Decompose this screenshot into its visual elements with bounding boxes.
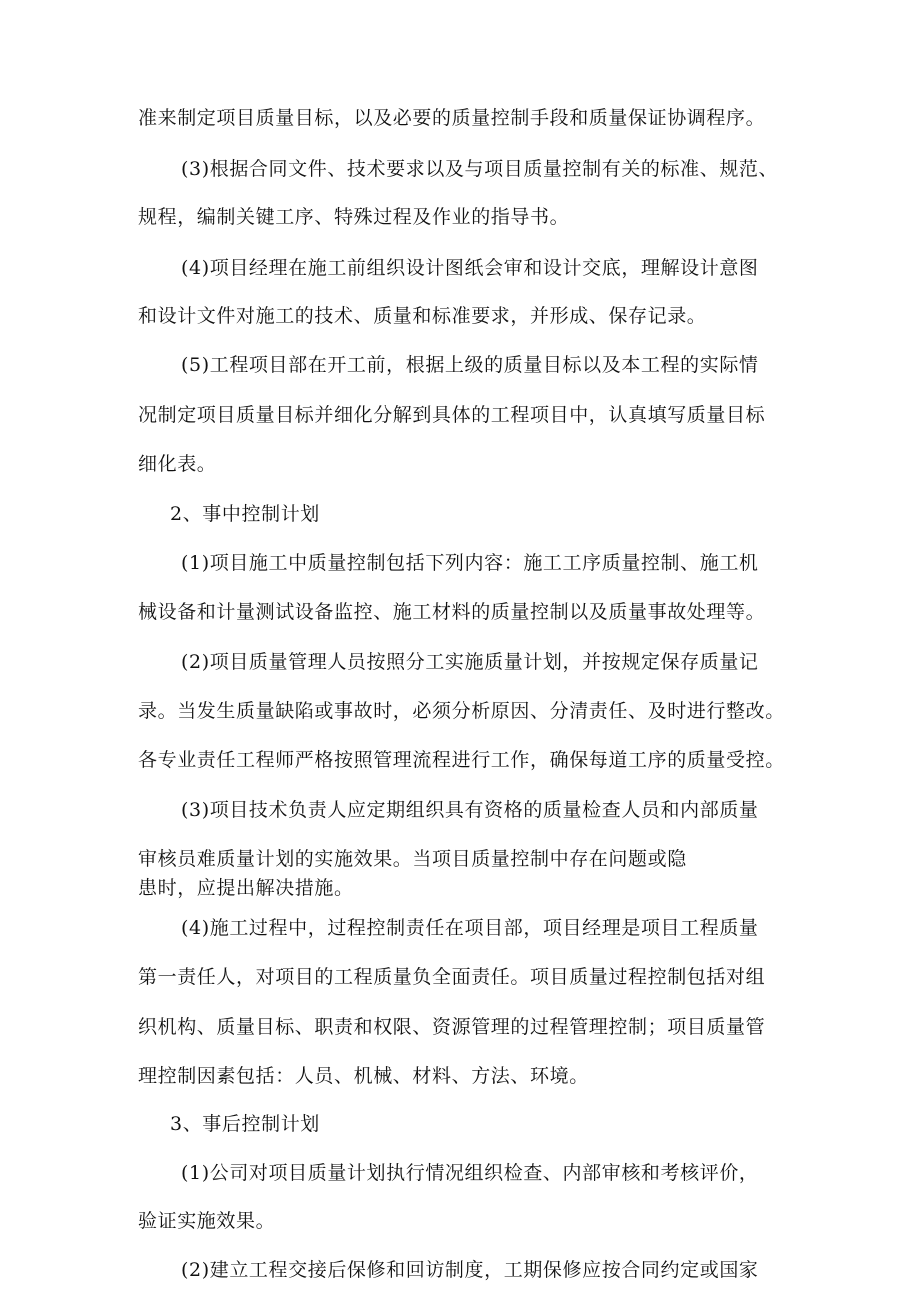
text-line: 录。当发生质量缺陷或事故时，必须分析原因、分清责任、及时进行整改。 — [138, 700, 785, 722]
text-line: 验证实施效果。 — [138, 1210, 276, 1232]
section-heading: 2、事中控制计划 — [170, 503, 320, 525]
text-line: 准来制定项目质量目标，以及必要的质量控制手段和质量保证协调程序。 — [138, 107, 766, 129]
text-line: (1)公司对项目质量计划执行情况组织检查、内部审核和考核评价， — [181, 1162, 759, 1184]
text-line: 第一责任人，对项目的工程质量负全面责任。项目质量过程控制包括对组 — [138, 966, 766, 988]
text-line: 况制定项目质量目标并细化分解到具体的工程项目中，认真填写质量目标 — [138, 404, 766, 426]
text-line: (1)项目施工中质量控制包括下列内容：施工工序质量控制、施工机 — [181, 552, 759, 574]
text-line: 理控制因素包括：人员、机械、材料、方法、环境。 — [138, 1065, 589, 1087]
text-line: 械设备和计量测试设备监控、施工材料的质量控制以及质量事故处理等。 — [138, 601, 766, 623]
text-line: (2)项目质量管理人员按照分工实施质量计划，并按规定保存质量记 — [181, 651, 759, 673]
section-heading: 3、事后控制计划 — [170, 1113, 320, 1135]
text-line: (5)工程项目部在开工前，根据上级的质量目标以及本工程的实际情 — [181, 354, 759, 376]
text-line: (4)施工过程中，过程控制责任在项目部，项目经理是项目工程质量 — [181, 917, 759, 939]
text-line: (3)项目技术负责人应定期组织具有资格的质量检查人员和内部质量 — [181, 799, 759, 821]
text-line: 各专业责任工程师严格按照管理流程进行工作，确保每道工序的质量受控。 — [138, 749, 785, 771]
text-line: (4)项目经理在施工前组织设计图纸会审和设计交底，理解设计意图 — [181, 257, 759, 279]
text-line: (3)根据合同文件、技术要求以及与项目质量控制有关的标准、规范、 — [181, 158, 779, 180]
text-line: 患时，应提出解决措施。 — [138, 877, 354, 899]
text-line: 细化表。 — [138, 453, 217, 475]
text-line: 织机构、质量目标、职责和权限、资源管理的过程管理控制；项目质量管 — [138, 1016, 766, 1038]
text-line: 审核员难质量计划的实施效果。当项目质量控制中存在问题或隐 — [138, 848, 687, 870]
text-line: (2)建立工程交接后保修和回访制度，工期保修应按合同约定或国家 — [181, 1259, 759, 1281]
text-line: 规程，编制关键工序、特殊过程及作业的指导书。 — [138, 206, 570, 228]
text-line: 和设计文件对施工的技术、质量和标准要求，并形成、保存记录。 — [138, 305, 707, 327]
